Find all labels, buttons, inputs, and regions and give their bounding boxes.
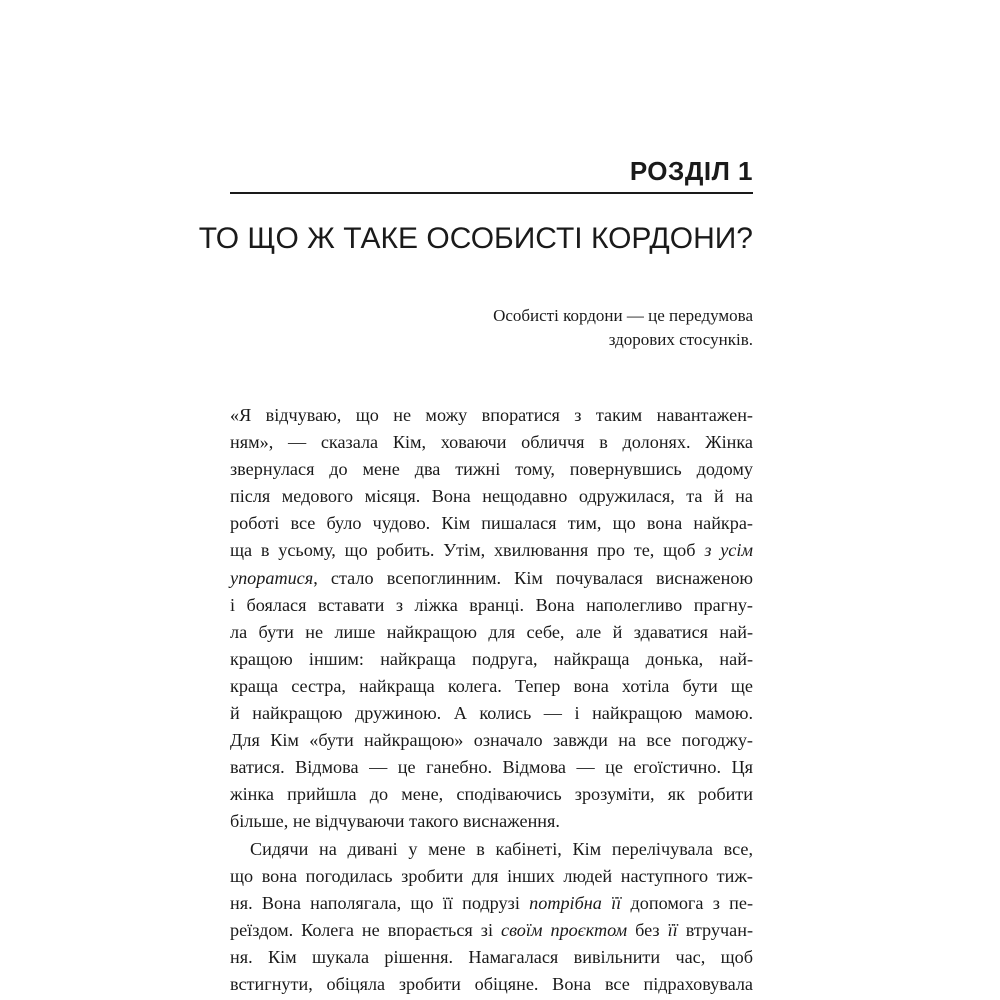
text-span: втручан- <box>685 919 753 940</box>
text-line: Сидячи на дивані у мене в кабінеті, Кім перелічувала все, <box>250 838 753 859</box>
text-line: й найкращою дружиною. А колись — і найкращою мамою. <box>230 703 753 724</box>
text-line: Для Кім «бути найкращою» означало завжди на все погоджу- <box>230 730 753 751</box>
text-span: ща в усьому, що робить. Утім, хвилювання про те, щоб <box>230 540 696 561</box>
text-line: встигнути, обіцяла зробити обіцяне. Вона все підраховувала <box>230 973 753 994</box>
text-line: після медового місяця. Вона нещодавно одружилася, та й на <box>230 486 753 507</box>
text-line <box>230 565 753 592</box>
chapter-title: ТО ЩО Ж ТАКЕ ОСОБИСТІ КОРДОНИ? <box>198 222 753 255</box>
italic-span: її <box>667 919 678 940</box>
chapter-divider <box>230 192 753 194</box>
text-line: звернулася до мене два тижні тому, повернувшись додому <box>230 459 753 480</box>
text-line: ла бути не лише найкращою для себе, але й здаватися най- <box>230 621 753 642</box>
italic-span: упоратися <box>230 567 314 588</box>
paragraph-1 <box>230 402 753 836</box>
text-line: жінка прийшла до мене, сподіваючись зрозуміти, як робити <box>230 784 753 805</box>
text-span: , стало всепоглинним. Кім почувалася виснаженою <box>313 567 753 588</box>
text-line: кращою іншим: найкраща подруга, найкраща донька, най- <box>230 648 753 669</box>
text-line: ням», — сказала Кім, ховаючи обличчя в долонях. Жінка <box>230 432 753 453</box>
text-line <box>230 890 753 917</box>
text-line: ватися. Відмова — це ганебно. Відмова — це егоїстично. Ця <box>230 757 753 778</box>
text-line: «Я відчуваю, що не можу впоратися з таким навантажен- <box>230 405 753 425</box>
paragraph-2 <box>230 836 753 999</box>
text-span: ня. Вона наполягала, що її подрузі <box>230 892 520 913</box>
text-line: і боялася вставати з ліжка вранці. Вона наполегливо прагну- <box>230 594 753 615</box>
text-line: роботі все було чудово. Кім пишалася тим, що вона найкра- <box>230 513 753 534</box>
epigraph-line: здорових стосунків. <box>608 330 753 349</box>
italic-span: з усім <box>704 540 754 561</box>
body-text <box>230 402 753 998</box>
text-line: краща сестра, найкраща колега. Тепер вона хотіла бути ще <box>230 675 753 696</box>
epigraph-line: Особисті кордони — це передумова <box>493 306 753 325</box>
text-line: ня. Кім шукала рішення. Намагалася вивільнити час, щоб <box>230 946 753 967</box>
text-line <box>230 537 753 564</box>
chapter-label: РОЗДІЛ 1 <box>629 156 753 186</box>
text-span: допомога з пе- <box>630 892 754 913</box>
italic-span: потрібна її <box>529 892 622 913</box>
text-line: більше, не відчуваючи такого виснаження. <box>230 811 560 832</box>
italic-span: своїм проєктом <box>501 919 628 940</box>
epigraph <box>433 304 753 352</box>
text-line: що вона погодилась зробити для інших людей наступного тиж- <box>230 865 753 886</box>
text-line <box>230 917 753 944</box>
text-span: реїздом. Колега не впорається зі <box>230 919 494 940</box>
text-span: без <box>635 919 660 940</box>
